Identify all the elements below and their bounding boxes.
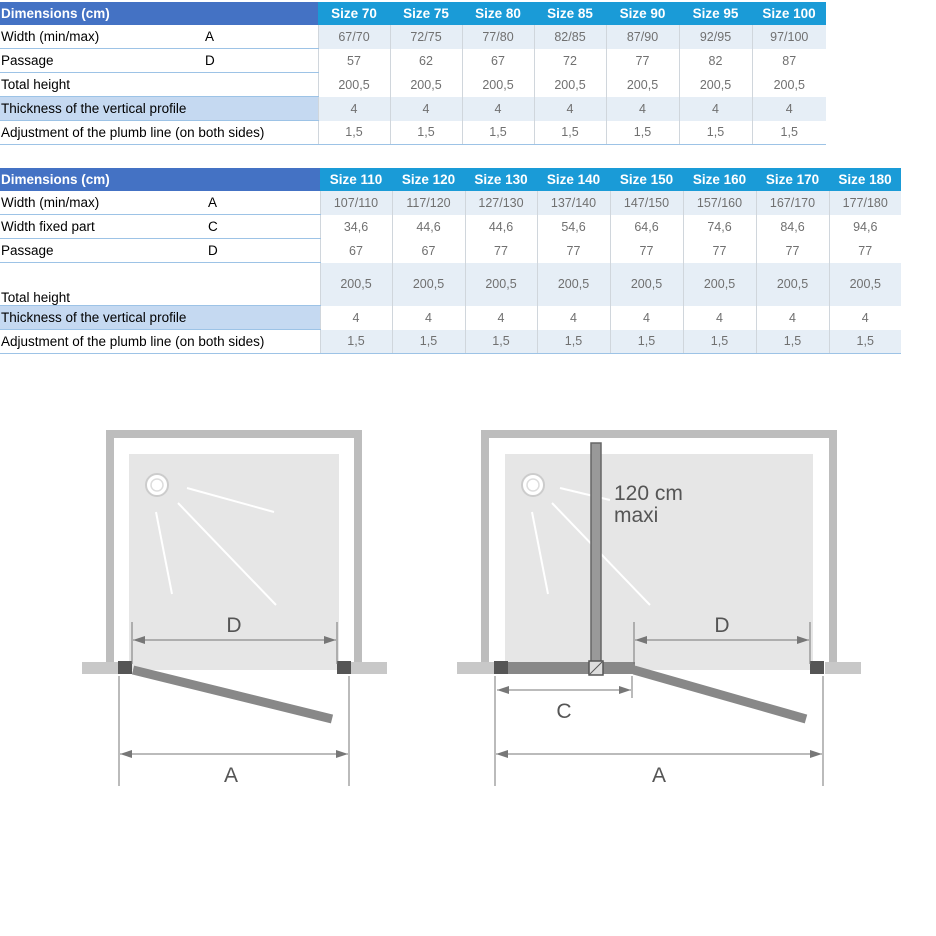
- wall-stub-left: [457, 662, 495, 674]
- value-cell: 94,6: [829, 215, 901, 239]
- value-cell: 167/170: [756, 191, 829, 215]
- value-cell: 1,5: [610, 330, 683, 354]
- value-cell: 107/110: [320, 191, 392, 215]
- size-header-cell: Size 75: [390, 2, 462, 25]
- fixed-panel: [495, 662, 635, 674]
- value-cell: 4: [534, 97, 606, 121]
- value-cell: 1,5: [829, 330, 901, 354]
- value-cell: 44,6: [392, 215, 465, 239]
- value-cell: 177/180: [829, 191, 901, 215]
- diagram-left: [82, 434, 387, 787]
- value-cell: 1,5: [606, 121, 679, 145]
- value-cell: 97/100: [752, 25, 826, 49]
- value-cell: 77/80: [462, 25, 534, 49]
- value-cell: 4: [392, 306, 465, 330]
- row-label: Adjustment of the plumb line (on both sides): [0, 330, 200, 354]
- value-cell: 77: [829, 239, 901, 263]
- row-label: Width (min/max): [0, 191, 200, 215]
- size-header-cell: Size 160: [683, 168, 756, 191]
- size-header-cell: Size 150: [610, 168, 683, 191]
- door-panel: [634, 670, 806, 719]
- value-cell: 44,6: [465, 215, 537, 239]
- value-cell: 72: [534, 49, 606, 73]
- header-dimensions-label: Dimensions (cm): [0, 168, 200, 191]
- door-panel: [133, 670, 332, 719]
- value-cell: 57: [318, 49, 390, 73]
- value-cell: 200,5: [606, 73, 679, 97]
- value-cell: 4: [320, 306, 392, 330]
- value-cell: 77: [610, 239, 683, 263]
- size-header-cell: Size 95: [679, 2, 752, 25]
- value-cell: 200,5: [465, 263, 537, 306]
- value-cell: 200,5: [537, 263, 610, 306]
- wall-stub-right: [825, 662, 861, 674]
- value-cell: 200,5: [320, 263, 392, 306]
- size-header-cell: Size 70: [318, 2, 390, 25]
- wall-stub-right: [350, 662, 387, 674]
- wall-profile-right: [810, 661, 824, 674]
- value-cell: 200,5: [392, 263, 465, 306]
- diagram-right: [457, 434, 861, 787]
- value-cell: 200,5: [318, 73, 390, 97]
- stabilizer-bar: [591, 443, 601, 665]
- label-d: D: [226, 614, 242, 637]
- value-cell: 200,5: [610, 263, 683, 306]
- value-cell: 200,5: [752, 73, 826, 97]
- value-cell: 77: [537, 239, 610, 263]
- row-dimension-letter: A: [197, 25, 318, 49]
- bar-length-note-line1: 120 cm: [614, 482, 683, 505]
- value-cell: 4: [606, 97, 679, 121]
- row-dimension-letter: A: [200, 191, 320, 215]
- value-cell: 200,5: [683, 263, 756, 306]
- row-dimension-letter: D: [200, 239, 320, 263]
- value-cell: 77: [606, 49, 679, 73]
- size-header-cell: Size 170: [756, 168, 829, 191]
- size-header-cell: Size 100: [752, 2, 826, 25]
- value-cell: 200,5: [390, 73, 462, 97]
- size-header-cell: Size 80: [462, 2, 534, 25]
- value-cell: 1,5: [392, 330, 465, 354]
- value-cell: 137/140: [537, 191, 610, 215]
- wall-profile-right: [337, 661, 351, 674]
- value-cell: 67/70: [318, 25, 390, 49]
- label-a: A: [223, 764, 239, 787]
- value-cell: 1,5: [465, 330, 537, 354]
- hinge-profile-left: [118, 661, 132, 674]
- row-label: Thickness of the vertical profile: [0, 97, 197, 121]
- value-cell: 200,5: [679, 73, 752, 97]
- wall-profile-left: [494, 661, 508, 674]
- row-label: Width fixed part: [0, 215, 200, 239]
- size-header-cell: Size 120: [392, 168, 465, 191]
- size-header-cell: Size 85: [534, 2, 606, 25]
- value-cell: 1,5: [679, 121, 752, 145]
- row-label: Passage: [0, 239, 200, 263]
- header-dimensions-label: Dimensions (cm): [0, 2, 197, 25]
- value-cell: 157/160: [683, 191, 756, 215]
- value-cell: 74,6: [683, 215, 756, 239]
- row-dimension-letter: D: [197, 49, 318, 73]
- value-cell: 4: [537, 306, 610, 330]
- row-label: Passage: [0, 49, 197, 73]
- value-cell: 92/95: [679, 25, 752, 49]
- value-cell: 147/150: [610, 191, 683, 215]
- row-label: Total height: [0, 263, 200, 306]
- value-cell: 4: [679, 97, 752, 121]
- size-header-cell: Size 110: [320, 168, 392, 191]
- value-cell: 64,6: [610, 215, 683, 239]
- value-cell: 4: [610, 306, 683, 330]
- value-cell: 82/85: [534, 25, 606, 49]
- value-cell: 4: [829, 306, 901, 330]
- value-cell: 4: [390, 97, 462, 121]
- value-cell: 1,5: [534, 121, 606, 145]
- value-cell: 1,5: [756, 330, 829, 354]
- row-label: Adjustment of the plumb line (on both sides): [0, 121, 197, 145]
- bar-length-note-line2: maxi: [614, 504, 659, 527]
- size-header-cell: Size 180: [829, 168, 901, 191]
- value-cell: 1,5: [683, 330, 756, 354]
- value-cell: 77: [683, 239, 756, 263]
- size-header-cell: Size 140: [537, 168, 610, 191]
- value-cell: 4: [752, 97, 826, 121]
- row-dimension-letter: C: [200, 215, 320, 239]
- value-cell: 200,5: [534, 73, 606, 97]
- value-cell: 84,6: [756, 215, 829, 239]
- value-cell: 4: [462, 97, 534, 121]
- value-cell: 1,5: [537, 330, 610, 354]
- value-cell: 72/75: [390, 25, 462, 49]
- row-label: Thickness of the vertical profile: [0, 306, 200, 330]
- value-cell: 77: [756, 239, 829, 263]
- value-cell: 67: [462, 49, 534, 73]
- value-cell: 4: [756, 306, 829, 330]
- row-label: Total height: [0, 73, 197, 97]
- value-cell: 77: [465, 239, 537, 263]
- value-cell: 4: [318, 97, 390, 121]
- label-a: A: [651, 764, 667, 787]
- value-cell: 4: [683, 306, 756, 330]
- value-cell: 67: [320, 239, 392, 263]
- value-cell: 1,5: [318, 121, 390, 145]
- value-cell: 4: [465, 306, 537, 330]
- value-cell: 200,5: [756, 263, 829, 306]
- value-cell: 1,5: [390, 121, 462, 145]
- label-d: D: [714, 614, 730, 637]
- value-cell: 62: [390, 49, 462, 73]
- row-label: Width (min/max): [0, 25, 197, 49]
- value-cell: 87: [752, 49, 826, 73]
- value-cell: 54,6: [537, 215, 610, 239]
- value-cell: 200,5: [829, 263, 901, 306]
- value-cell: 82: [679, 49, 752, 73]
- value-cell: 1,5: [320, 330, 392, 354]
- value-cell: 127/130: [465, 191, 537, 215]
- label-c: C: [556, 700, 572, 723]
- value-cell: 67: [392, 239, 465, 263]
- value-cell: 87/90: [606, 25, 679, 49]
- value-cell: 200,5: [462, 73, 534, 97]
- wall-stub-left: [82, 662, 120, 674]
- value-cell: 117/120: [392, 191, 465, 215]
- value-cell: 34,6: [320, 215, 392, 239]
- value-cell: 1,5: [752, 121, 826, 145]
- value-cell: 1,5: [462, 121, 534, 145]
- size-header-cell: Size 90: [606, 2, 679, 25]
- size-header-cell: Size 130: [465, 168, 537, 191]
